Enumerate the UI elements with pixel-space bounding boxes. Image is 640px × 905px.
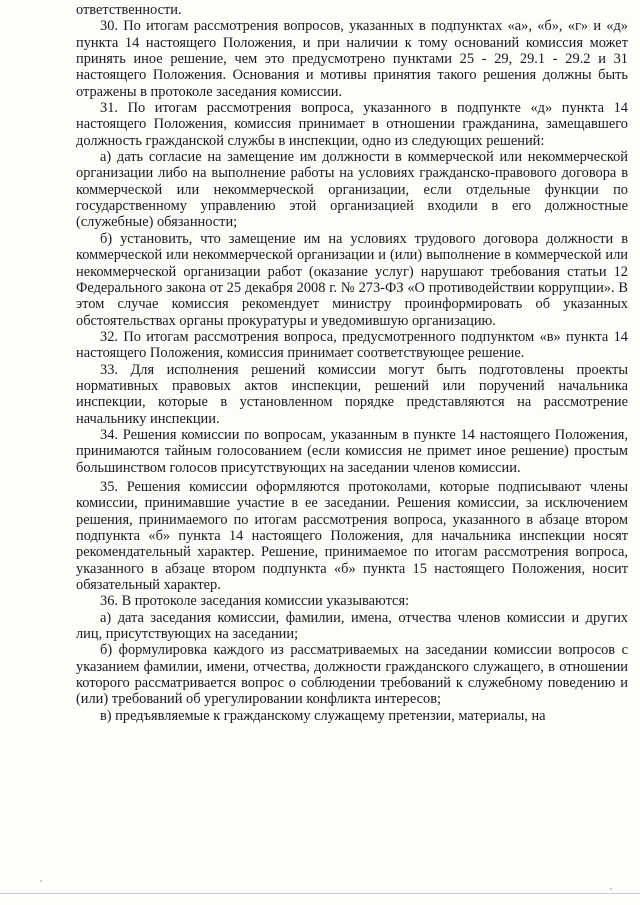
document-body bbox=[76, 2, 628, 724]
paragraph-36: 36. В протоколе заседания комиссии указываются: bbox=[100, 593, 410, 610]
paragraph-34: 34. Решения комиссии по вопросам, указанным в пункте 14 настоящего Положения, принимаются тайным голосованием (если комиссия не примет иное решение) простым большинством голосов присутствующих на заседании членов комиссии. bbox=[76, 426, 628, 476]
paragraph-32: 32. По итогам рассмотрения вопроса, предусмотренного подпунктом «в» пункта 14 настоящего Положения, комиссия принимает соответствующее решение. bbox=[76, 328, 628, 362]
paragraph-35: 35. Решения комиссии оформляются протоколами, которые подписывают члены комиссии, принимавшие участие в ее заседании. Решения комиссии, за исключением решения, принимаемого по итогам рассмотрения вопроса, указанного в абзаце втором подпункта «б» пункта 14 настоящего Положения, для начальника инспекции носят рекомендательный характер. Решение, принимаемое по итогам рассмотрения вопроса, указанного в абзаце втором подпункта «б» пункта 15 настоящего Положения, носит обязательный характер. bbox=[76, 478, 628, 594]
paragraph-36-b: б) формулировка каждого из рассматриваемых на заседании комиссии вопросов с указанием фамилии, имени, отчества, должности гражданского служащего, в отношении которого рассматривается вопрос о соблюдении требований к служебному поведению и (или) требований об урегулировании конфликта интересов; bbox=[76, 642, 628, 708]
paragraph-33: 33. Для исполнения решений комиссии могут быть подготовлены проекты нормативных правовых актов инспекции, решений или поручений начальника инспекции, которые в установленном порядке представляются на рассмотрение начальнику инспекции. bbox=[76, 361, 628, 427]
paragraph-continuation: ответственности. bbox=[76, 2, 182, 18]
scan-bottom-edge bbox=[0, 893, 640, 894]
scan-speck bbox=[40, 880, 42, 882]
paragraph-31-a: а) дать согласие на замещение им должности в коммерческой или некоммерческой организации либо на выполнение работы на условиях гражданско-правового договора в коммерческой или некоммерческой организации, если отдельные функции по государственному управлению этой организацией входили в его должностные (служебные) обязанности; bbox=[76, 149, 628, 231]
scan-speck bbox=[610, 888, 612, 890]
paragraph-31: 31. По итогам рассмотрения вопроса, указанного в подпункте «д» пункта 14 настоящего Положения, комиссия принимает в отношении гражданина, замещавшего должность гражданской службы в инспекции, одно из следующих решений: bbox=[76, 100, 628, 149]
paragraph-36-a: а) дата заседания комиссии, фамилии, имена, отчества членов комиссии и других лиц, присутствующих на заседании; bbox=[76, 609, 628, 643]
paragraph-36-v: в) предъявляемые к гражданскому служащему претензии, материалы, на bbox=[100, 707, 546, 724]
paragraph-31-b: б) установить, что замещение им на условиях трудового договора должности в коммерческой или некоммерческой организации и (или) выполнение в коммерческой или некоммерческой организации работ (оказание услуг) нарушают требования статьи 12 Федерального закона от 25 декабря 2008 г. № 273-ФЗ «О противодействии коррупции». В этом случае комиссия рекомендует министру проинформировать об указанных обстоятельствах органы прокуратуры и уведомившую организацию. bbox=[76, 230, 628, 329]
paragraph-30: 30. По итогам рассмотрения вопросов, указанных в подпунктах «а», «б», «г» и «д» пункта 14 настоящего Положения, и при наличии к тому оснований комиссия может принять иное решение, чем это предусмотрено пунктами 25 - 29, 29.1 - 29.2 и 31 настоящего Положения. Основания и мотивы принятия такого решения должны быть отражены в протоколе заседания комиссии. bbox=[76, 18, 628, 100]
